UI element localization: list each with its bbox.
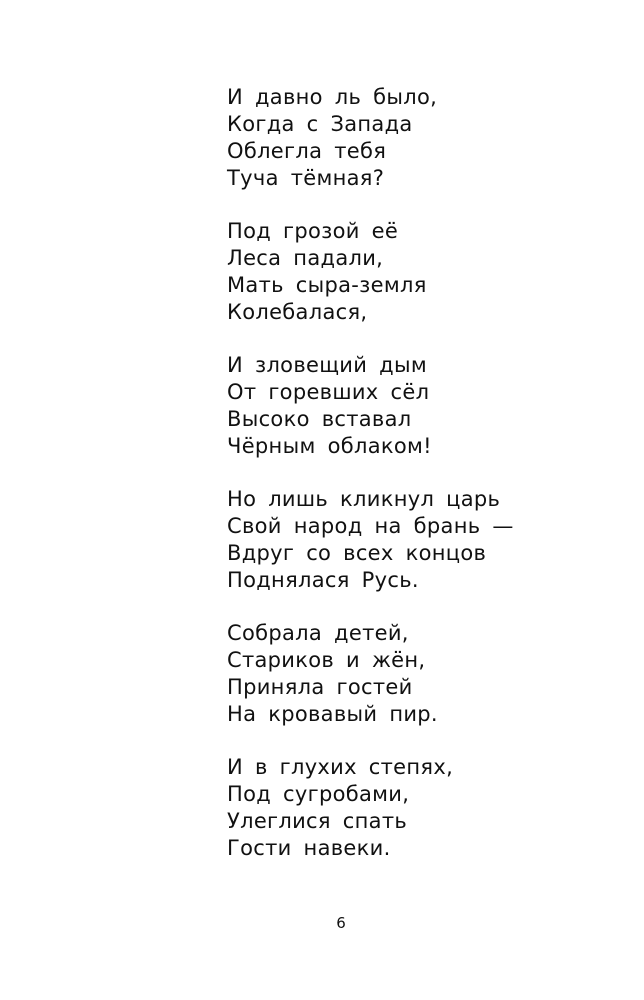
stanza-3 [227, 352, 627, 460]
poem-line: И давно ль было, [227, 85, 438, 109]
stanza-2 [227, 218, 627, 326]
poem-line: Улеглися спать [227, 809, 408, 833]
poem-line: Колебалася, [227, 300, 368, 324]
poem-line: Стариков и жён, [227, 648, 426, 672]
poem-line: Свой народ на брань — [227, 514, 514, 538]
poem [227, 84, 627, 862]
poem-line: На кровавый пир. [227, 702, 438, 726]
poem-line: Но лишь кликнул царь [227, 487, 501, 511]
poem-line: Под грозой её [227, 219, 399, 243]
poem-line: Чёрным облаком! [227, 434, 432, 458]
page-number: 6 [336, 914, 346, 932]
poem-line: Когда с Запада [227, 112, 413, 136]
poem-line: И зловещий дым [227, 353, 428, 377]
poem-line: Гости навеки. [227, 836, 391, 860]
poem-line: Мать сыра-земля [227, 273, 427, 297]
stanza-1 [227, 84, 627, 192]
poem-line: Облегла тебя [227, 139, 387, 163]
poem-line: От горевших сёл [227, 380, 430, 404]
stanza-4 [227, 486, 627, 594]
stanza-6 [227, 754, 627, 862]
poem-line: И в глухих степях, [227, 755, 454, 779]
poem-line: Под сугробами, [227, 782, 410, 806]
poem-line: Приняла гостей [227, 675, 413, 699]
stanza-5 [227, 620, 627, 728]
poem-line: Поднялася Русь. [227, 568, 419, 592]
poem-line: Вдруг со всех концов [227, 541, 487, 565]
poem-line: Собрала детей, [227, 621, 409, 645]
poem-line: Туча тёмная? [227, 166, 385, 190]
poem-line: Высоко вставал [227, 407, 412, 431]
poem-line: Леса падали, [227, 246, 384, 270]
